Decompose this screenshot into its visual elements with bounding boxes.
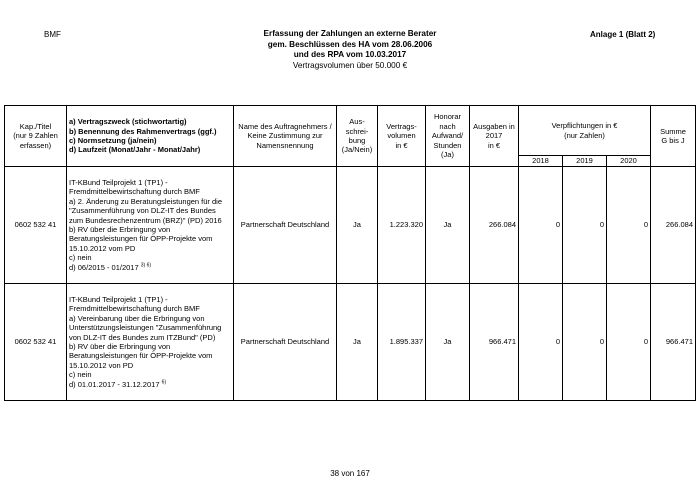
header-right: Anlage 1 (Blatt 2) bbox=[590, 30, 656, 39]
desc-line: Beratungsleistungen für ÖPP-Projekte vom bbox=[69, 351, 213, 361]
desc-line: Fremdmittelbewirtschaftung durch BMF bbox=[69, 304, 200, 314]
header-text: c) Normsetzung (ja/nein) bbox=[69, 136, 157, 145]
header-text: Stunden bbox=[433, 140, 462, 150]
row-kap: 0602 532 41 bbox=[5, 167, 67, 284]
year-2020-header: 2020 bbox=[607, 156, 651, 167]
col-name-header bbox=[234, 106, 337, 167]
col-honorar-header bbox=[426, 106, 470, 167]
header-text: (nur Zahlen) bbox=[564, 130, 605, 140]
desc-line: zum Bundesrechenzentrum (BRZ)" (PD) 2016 bbox=[69, 215, 222, 225]
page-number: 38 von 167 bbox=[330, 469, 370, 478]
row-description bbox=[67, 167, 234, 284]
header-text: d) Laufzeit (Monat/Jahr - Monat/Jahr) bbox=[69, 145, 201, 155]
header-text: (nur 9 Zahlen bbox=[13, 131, 58, 141]
row-name: Partnerschaft Deutschland bbox=[234, 167, 337, 284]
header-text: Ausgaben in bbox=[473, 121, 515, 131]
payments-table bbox=[4, 105, 696, 401]
desc-line: Beratungsleistungen für ÖPP-Projekte vom bbox=[69, 234, 213, 244]
header-text: erfassen) bbox=[19, 140, 52, 150]
desc-line: a) 2. Änderung zu Beratungsleistungen für die bbox=[69, 196, 223, 206]
desc-line bbox=[69, 263, 231, 272]
desc-laufzeit: d) 06/2015 - 01/2017 bbox=[69, 262, 139, 272]
header-text: Aufwand/ bbox=[431, 131, 464, 141]
header-text: Honorar bbox=[433, 112, 462, 122]
desc-line: c) nein bbox=[69, 253, 92, 263]
header-text: (Ja/Nein) bbox=[341, 145, 373, 155]
col-ausschreibung-header bbox=[337, 106, 378, 167]
table-row bbox=[5, 284, 696, 401]
header-row bbox=[5, 106, 696, 156]
row-summe: 266.084 bbox=[651, 167, 696, 284]
col-ausgaben-header bbox=[470, 106, 519, 167]
title-line: gem. Beschlüssen des HA vom 28.06.2006 bbox=[267, 39, 433, 49]
header-text: b) Benennung des Rahmenvertrags (ggf.) bbox=[69, 126, 217, 136]
header-text: Kap./Titel bbox=[19, 121, 52, 131]
row-2020: 0 bbox=[607, 284, 651, 401]
year-2019-header: 2019 bbox=[563, 156, 607, 167]
document-title bbox=[200, 29, 500, 71]
row-2019: 0 bbox=[563, 167, 607, 284]
row-ausgaben: 966.471 bbox=[470, 284, 519, 401]
header-text: in € bbox=[395, 140, 408, 150]
footnote-ref: 6) bbox=[161, 379, 167, 386]
row-2019: 0 bbox=[563, 284, 607, 401]
row-2020: 0 bbox=[607, 167, 651, 284]
col-verpflichtungen-header bbox=[519, 106, 651, 156]
desc-line: c) nein bbox=[69, 370, 92, 380]
desc-line: b) RV über die Erbringung von bbox=[69, 225, 171, 234]
year-2018-header: 2018 bbox=[519, 156, 563, 167]
desc-line: 15.10.2012 von PD bbox=[69, 360, 134, 370]
header-text: Vertrags- bbox=[386, 121, 417, 131]
desc-laufzeit: d) 01.01.2017 - 31.12.2017 bbox=[69, 379, 160, 389]
header-text: Verpflichtungen in € bbox=[551, 121, 618, 131]
row-volumen: 1.223.320 bbox=[378, 167, 426, 284]
header-text: schrei- bbox=[345, 126, 369, 136]
desc-line: Fremdmittelbewirtschaftung durch BMF bbox=[69, 187, 200, 197]
header-text: G bis J bbox=[661, 136, 685, 145]
header-text: in € bbox=[487, 140, 501, 150]
row-honorar: Ja bbox=[426, 284, 470, 401]
desc-line bbox=[69, 380, 231, 389]
header-text: nach bbox=[439, 121, 456, 131]
row-name: Partnerschaft Deutschland bbox=[234, 284, 337, 401]
header-text: Summe bbox=[660, 126, 686, 136]
header-text: Aus- bbox=[349, 117, 365, 127]
desc-line: Unterstützungsleistungen "Zusammenführung bbox=[69, 323, 222, 333]
col-kap-header bbox=[5, 106, 67, 167]
row-ausschreibung: Ja bbox=[337, 284, 378, 401]
row-2018: 0 bbox=[519, 167, 563, 284]
desc-line: a) Vereinbarung über die Erbringung von bbox=[69, 313, 205, 323]
row-2018: 0 bbox=[519, 284, 563, 401]
title-line: Erfassung der Zahlungen an externe Berater bbox=[263, 29, 437, 38]
col-desc-header bbox=[67, 106, 234, 167]
row-ausschreibung: Ja bbox=[337, 167, 378, 284]
row-ausgaben: 266.084 bbox=[470, 167, 519, 284]
desc-line: IT-KBund Teilprojekt 1 (TP1) - bbox=[69, 294, 168, 304]
row-honorar: Ja bbox=[426, 167, 470, 284]
row-kap: 0602 532 41 bbox=[5, 284, 67, 401]
header-text: volumen bbox=[387, 131, 416, 141]
col-summe-header bbox=[651, 106, 696, 167]
header-text: Namensnennung bbox=[256, 140, 314, 150]
header-text: a) Vertragszweck (stichwortartig) bbox=[69, 117, 187, 127]
header-left: BMF bbox=[44, 30, 61, 39]
col-volumen-header bbox=[378, 106, 426, 167]
title-subtitle: Vertragsvolumen über 50.000 € bbox=[292, 60, 408, 70]
header-text: Keine Zustimmung zur bbox=[247, 131, 323, 141]
footnote-ref: 3) 6) bbox=[140, 262, 152, 269]
header-text: bung bbox=[348, 136, 366, 145]
row-volumen: 1.895.337 bbox=[378, 284, 426, 401]
header-text: (Ja) bbox=[441, 150, 454, 160]
row-summe: 966.471 bbox=[651, 284, 696, 401]
title-line: und des RPA vom 10.03.2017 bbox=[293, 50, 407, 60]
desc-line: b) RV über die Erbringung von bbox=[69, 342, 171, 351]
desc-line: "Zusammenführung von DLZ-IT des Bundes bbox=[69, 206, 216, 216]
header-text: Name des Auftragnehmers / bbox=[238, 121, 332, 131]
row-description bbox=[67, 284, 234, 401]
desc-line: von DLZ-IT des Bundes zum ITZBund" (PD) bbox=[69, 332, 216, 342]
desc-line: IT-KBund Teilprojekt 1 (TP1) - bbox=[69, 177, 168, 187]
header-text: 2017 bbox=[485, 131, 503, 141]
table-row bbox=[5, 167, 696, 284]
desc-line: 15.10.2012 vom PD bbox=[69, 243, 136, 253]
